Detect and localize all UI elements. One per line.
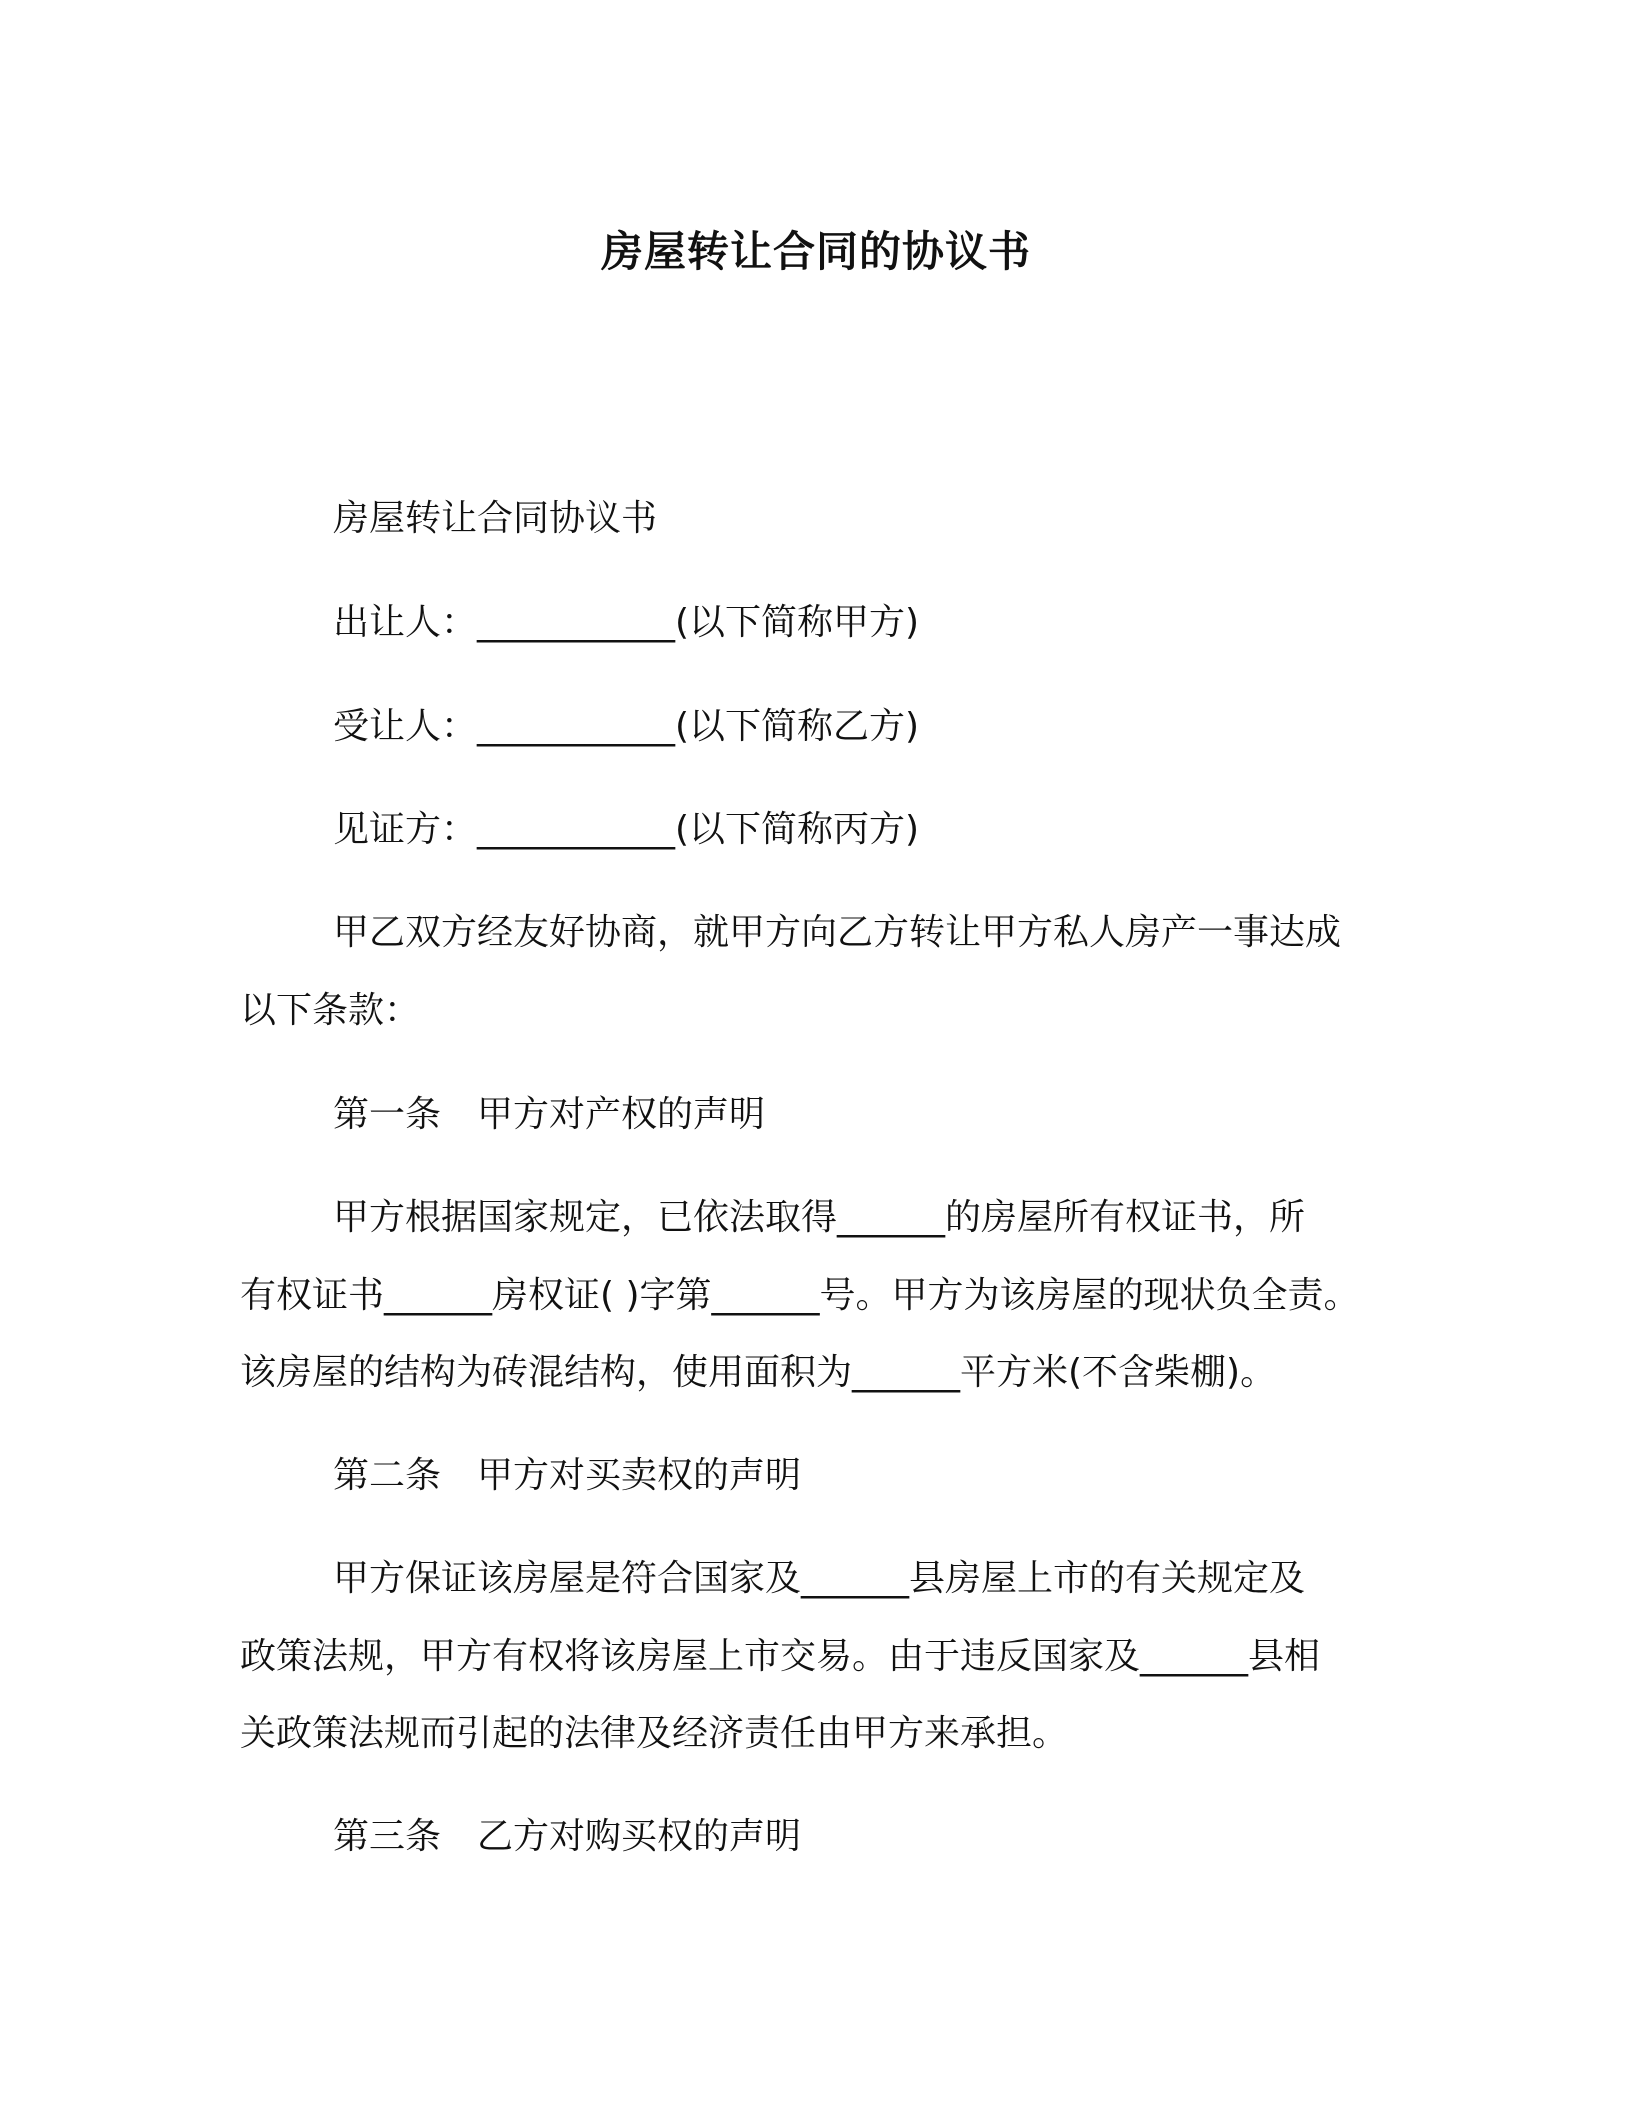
- article-2-line-1: 甲方保证该房屋是符合国家及______县房屋上市的有关规定及: [333, 1558, 1306, 1599]
- article-3-heading: 第三条 乙方对购买权的声明: [333, 1816, 802, 1857]
- subtitle-line: 房屋转让合同协议书: [333, 498, 658, 539]
- document-title: 房屋转让合同的协议书: [600, 227, 1031, 276]
- article-1-line-1: 甲方根据国家规定，已依法取得______的房屋所有权证书，所: [333, 1197, 1306, 1238]
- transferor-line: 出让人：___________(以下简称甲方): [333, 602, 920, 643]
- article-2-line-3: 关政策法规而引起的法律及经济责任由甲方来承担。: [240, 1713, 1069, 1754]
- preamble-line-2: 以下条款：: [240, 990, 421, 1031]
- transferee-line: 受让人：___________(以下简称乙方): [333, 706, 920, 747]
- article-1-line-2: 有权证书______房权证( )字第______号。甲方为该房屋的现状负全责。: [240, 1275, 1360, 1316]
- article-2-heading: 第二条 甲方对买卖权的声明: [333, 1455, 802, 1496]
- witness-line: 见证方：___________(以下简称丙方): [333, 809, 920, 850]
- article-1-line-3: 该房屋的结构为砖混结构，使用面积为______平方米(不含柴棚)。: [240, 1352, 1277, 1393]
- preamble-line-1: 甲乙双方经友好协商，就甲方向乙方转让甲方私人房产一事达成: [333, 912, 1342, 953]
- article-1-heading: 第一条 甲方对产权的声明: [333, 1094, 766, 1135]
- article-2-line-2: 政策法规，甲方有权将该房屋上市交易。由于违反国家及______县相: [240, 1636, 1321, 1677]
